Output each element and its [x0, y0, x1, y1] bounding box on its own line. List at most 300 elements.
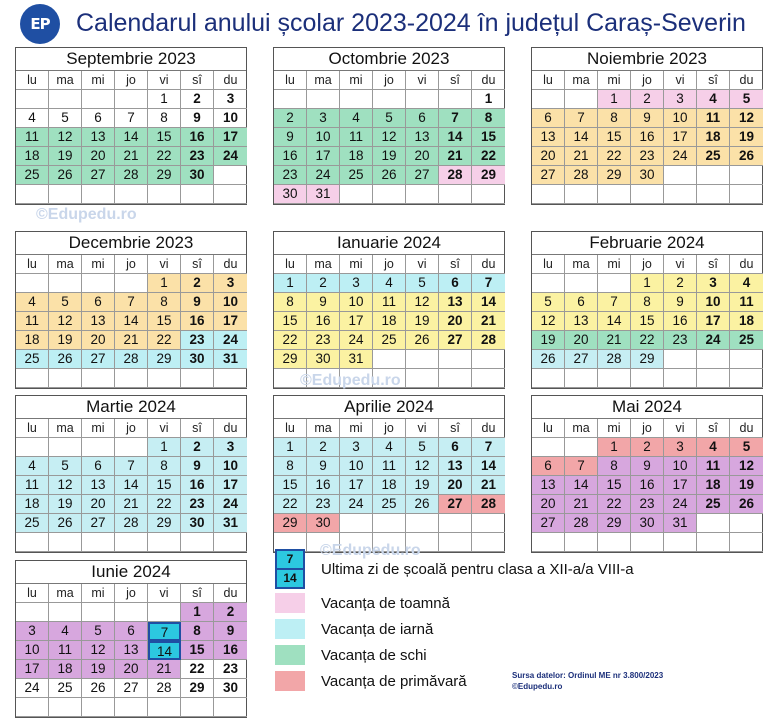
empty-cell	[49, 90, 82, 109]
empty-cell	[664, 369, 697, 388]
day-cell: 11	[697, 457, 730, 476]
day-cell: 14	[598, 312, 631, 331]
day-cell: 29	[148, 350, 181, 369]
day-cell: 9	[631, 457, 664, 476]
day-cell: 23	[307, 331, 340, 350]
legend-last-day-num: 14	[275, 570, 305, 589]
empty-cell	[664, 350, 697, 369]
day-cell: 1	[274, 438, 307, 457]
empty-cell	[532, 90, 565, 109]
day-cell: 6	[406, 109, 439, 128]
day-cell: 12	[532, 312, 565, 331]
month-name: Ianuarie 2024	[274, 232, 504, 255]
empty-cell	[439, 514, 472, 533]
weekday-header: lu	[274, 71, 307, 90]
day-cell: 20	[439, 476, 472, 495]
day-cell: 26	[373, 166, 406, 185]
day-cell: 24	[214, 147, 247, 166]
day-cell: 24	[697, 331, 730, 350]
empty-cell	[598, 274, 631, 293]
empty-cell	[115, 274, 148, 293]
month-calendar	[273, 395, 505, 553]
empty-cell	[373, 514, 406, 533]
weekday-header: jo	[115, 71, 148, 90]
empty-cell	[373, 185, 406, 204]
day-cell: 1	[148, 274, 181, 293]
day-cell: 27	[115, 679, 148, 698]
empty-cell	[532, 274, 565, 293]
weekday-header: du	[472, 255, 505, 274]
day-cell: 23	[214, 660, 247, 679]
day-cell: 26	[406, 495, 439, 514]
day-cell: 29	[274, 350, 307, 369]
day-cell: 11	[16, 476, 49, 495]
weekday-header: sî	[697, 71, 730, 90]
day-cell: 5	[82, 622, 115, 641]
day-cell: 4	[16, 457, 49, 476]
empty-cell	[49, 698, 82, 717]
day-cell: 11	[49, 641, 82, 660]
day-cell: 8	[148, 109, 181, 128]
day-cell: 26	[406, 331, 439, 350]
weekday-header: lu	[274, 419, 307, 438]
day-cell: 11	[697, 109, 730, 128]
day-cell: 31	[214, 350, 247, 369]
day-cell: 3	[697, 274, 730, 293]
empty-cell	[697, 369, 730, 388]
weekday-header: jo	[631, 71, 664, 90]
day-cell: 5	[49, 457, 82, 476]
day-cell: 6	[82, 457, 115, 476]
day-cell: 25	[16, 350, 49, 369]
day-cell: 3	[664, 438, 697, 457]
empty-cell	[49, 185, 82, 204]
day-cell: 10	[214, 293, 247, 312]
day-cell: 17	[664, 476, 697, 495]
day-cell: 9	[664, 293, 697, 312]
day-cell: 3	[340, 274, 373, 293]
weekday-header: ma	[565, 255, 598, 274]
empty-cell	[631, 185, 664, 204]
weekday-header: du	[472, 71, 505, 90]
day-cell: 12	[49, 476, 82, 495]
day-cell: 4	[730, 274, 763, 293]
day-cell: 1	[181, 603, 214, 622]
day-cell: 3	[16, 622, 49, 641]
day-cell: 25	[373, 331, 406, 350]
day-cell: 21	[598, 331, 631, 350]
empty-cell	[16, 698, 49, 717]
legend-primavara-swatch	[275, 671, 305, 691]
weekday-header: du	[730, 419, 763, 438]
empty-cell	[82, 603, 115, 622]
day-cell: 22	[181, 660, 214, 679]
day-cell: 16	[307, 476, 340, 495]
day-cell: 25	[373, 495, 406, 514]
legend-schi	[275, 642, 755, 668]
legend-schi-swatch	[275, 645, 305, 665]
day-cell: 14	[115, 128, 148, 147]
weekday-header: sî	[181, 255, 214, 274]
empty-cell	[16, 438, 49, 457]
day-cell: 17	[664, 128, 697, 147]
month-grid	[532, 255, 762, 388]
day-cell: 15	[472, 128, 505, 147]
day-cell: 1	[631, 274, 664, 293]
day-cell: 8	[274, 457, 307, 476]
empty-cell	[406, 185, 439, 204]
day-cell: 25	[697, 495, 730, 514]
weekday-header: mi	[340, 71, 373, 90]
day-cell: 18	[16, 147, 49, 166]
weekday-header: mi	[82, 71, 115, 90]
day-cell: 20	[532, 495, 565, 514]
legend-toamna-swatch	[275, 593, 305, 613]
empty-cell	[532, 185, 565, 204]
day-cell: 8	[181, 622, 214, 641]
weekday-header: vi	[406, 71, 439, 90]
day-cell: 15	[148, 128, 181, 147]
weekday-header: mi	[82, 419, 115, 438]
day-cell: 30	[214, 679, 247, 698]
day-cell: 20	[565, 331, 598, 350]
day-cell: 14	[115, 476, 148, 495]
empty-cell	[214, 533, 247, 552]
empty-cell	[148, 369, 181, 388]
day-cell: 21	[115, 147, 148, 166]
empty-cell	[598, 185, 631, 204]
page-title: Calendarul anului școlar 2023-2024 în județul Caraș-Severin	[76, 9, 746, 37]
day-cell: 24	[307, 166, 340, 185]
day-cell: 29	[148, 514, 181, 533]
day-cell: 5	[373, 109, 406, 128]
day-cell: 6	[82, 109, 115, 128]
empty-cell	[49, 533, 82, 552]
weekday-header: mi	[340, 255, 373, 274]
day-cell: 28	[565, 166, 598, 185]
day-cell: 27	[532, 514, 565, 533]
legend-last-day	[275, 548, 755, 590]
day-cell: 16	[274, 147, 307, 166]
weekday-header: du	[730, 255, 763, 274]
empty-cell	[406, 514, 439, 533]
empty-cell	[115, 90, 148, 109]
day-cell: 2	[181, 90, 214, 109]
day-cell: 9	[181, 457, 214, 476]
day-cell: 15	[148, 476, 181, 495]
month-name: Iunie 2024	[16, 561, 246, 584]
empty-cell	[697, 185, 730, 204]
day-cell: 4	[49, 622, 82, 641]
day-cell: 17	[340, 312, 373, 331]
month-grid	[274, 255, 504, 388]
empty-cell	[49, 274, 82, 293]
source-note	[512, 670, 663, 692]
empty-cell	[115, 698, 148, 717]
month-name: Decembrie 2023	[16, 232, 246, 255]
empty-cell	[472, 369, 505, 388]
day-cell: 18	[16, 331, 49, 350]
month-name: Octombrie 2023	[274, 48, 504, 71]
day-cell: 9	[307, 293, 340, 312]
day-cell: 22	[148, 331, 181, 350]
month-name: Februarie 2024	[532, 232, 762, 255]
day-cell: 24	[16, 679, 49, 698]
day-cell: 24	[340, 495, 373, 514]
empty-cell	[16, 533, 49, 552]
empty-cell	[565, 185, 598, 204]
day-cell: 20	[532, 147, 565, 166]
day-cell: 11	[373, 293, 406, 312]
legend-toamna	[275, 590, 755, 616]
weekday-header: sî	[181, 71, 214, 90]
day-cell: 2	[631, 90, 664, 109]
day-cell: 29	[472, 166, 505, 185]
day-cell: 28	[565, 514, 598, 533]
empty-cell	[565, 90, 598, 109]
day-cell: 1	[148, 438, 181, 457]
day-cell: 3	[214, 274, 247, 293]
weekday-header: lu	[16, 255, 49, 274]
watermark-text: ©Edupedu.ro	[36, 206, 137, 223]
source-line: Sursa datelor: Ordinul ME nr 3.800/2023	[512, 671, 664, 680]
empty-cell	[115, 369, 148, 388]
weekday-header: mi	[82, 584, 115, 603]
weekday-header: du	[214, 255, 247, 274]
empty-cell	[730, 369, 763, 388]
day-cell: 18	[697, 476, 730, 495]
weekday-header: mi	[340, 419, 373, 438]
day-cell: 31	[214, 514, 247, 533]
day-cell: 18	[16, 495, 49, 514]
day-cell: 20	[82, 495, 115, 514]
day-cell: 3	[307, 109, 340, 128]
day-cell: 28	[598, 350, 631, 369]
day-cell: 3	[214, 438, 247, 457]
source-line: ©Edupedu.ro	[512, 682, 563, 691]
empty-cell	[307, 90, 340, 109]
weekday-header: mi	[598, 71, 631, 90]
day-cell: 1	[274, 274, 307, 293]
day-cell: 11	[340, 128, 373, 147]
day-cell: 18	[49, 660, 82, 679]
header	[18, 4, 768, 44]
day-cell: 21	[565, 495, 598, 514]
day-cell: 23	[181, 495, 214, 514]
day-cell: 9	[181, 109, 214, 128]
day-cell: 13	[82, 128, 115, 147]
day-cell: 13	[565, 312, 598, 331]
day-cell: 23	[664, 331, 697, 350]
day-cell: 7	[115, 109, 148, 128]
day-cell: 2	[631, 438, 664, 457]
weekday-header: vi	[664, 255, 697, 274]
month-calendar	[273, 231, 505, 389]
day-cell: 22	[148, 495, 181, 514]
day-cell: 15	[274, 312, 307, 331]
day-cell: 30	[181, 514, 214, 533]
legend-last-day-label: Ultima zi de școală pentru clasa a XII-a/a VIII-a	[321, 560, 634, 578]
empty-cell	[730, 185, 763, 204]
empty-cell	[181, 533, 214, 552]
day-cell: 23	[631, 495, 664, 514]
day-cell: 21	[439, 147, 472, 166]
month-calendar	[531, 47, 763, 205]
weekday-header: lu	[16, 584, 49, 603]
day-cell: 21	[148, 660, 181, 679]
empty-cell	[373, 350, 406, 369]
logo-text: EP	[30, 15, 50, 33]
weekday-header: lu	[532, 255, 565, 274]
empty-cell	[565, 274, 598, 293]
empty-cell	[82, 533, 115, 552]
day-cell: 15	[631, 312, 664, 331]
day-cell: 20	[406, 147, 439, 166]
day-cell: 25	[340, 166, 373, 185]
weekday-header: lu	[16, 419, 49, 438]
empty-cell	[598, 369, 631, 388]
day-cell: 30	[307, 514, 340, 533]
empty-cell	[181, 698, 214, 717]
day-cell: 19	[49, 495, 82, 514]
day-cell: 3	[340, 438, 373, 457]
day-cell: 2	[307, 438, 340, 457]
day-cell: 10	[664, 457, 697, 476]
day-cell: 26	[82, 679, 115, 698]
day-cell: 7	[115, 457, 148, 476]
day-cell: 19	[730, 128, 763, 147]
day-cell: 5	[406, 438, 439, 457]
empty-cell	[631, 369, 664, 388]
day-cell: 27	[82, 350, 115, 369]
empty-cell	[16, 603, 49, 622]
day-cell: 9	[631, 109, 664, 128]
day-cell: 14	[565, 128, 598, 147]
empty-cell	[340, 514, 373, 533]
day-cell: 18	[373, 476, 406, 495]
weekday-header: jo	[115, 584, 148, 603]
month-calendar	[531, 231, 763, 389]
day-cell: 4	[340, 109, 373, 128]
day-cell: 28	[115, 514, 148, 533]
day-cell: 16	[631, 476, 664, 495]
empty-cell	[148, 185, 181, 204]
empty-cell	[82, 274, 115, 293]
day-cell: 21	[565, 147, 598, 166]
weekday-header: jo	[373, 71, 406, 90]
empty-cell	[16, 369, 49, 388]
day-cell: 29	[181, 679, 214, 698]
weekday-header: ma	[49, 584, 82, 603]
day-cell: 13	[439, 293, 472, 312]
day-cell: 17	[214, 312, 247, 331]
day-cell: 15	[598, 476, 631, 495]
weekday-header: ma	[565, 71, 598, 90]
weekday-header: vi	[148, 584, 181, 603]
day-cell: 2	[181, 274, 214, 293]
empty-cell	[181, 185, 214, 204]
day-cell: 27	[439, 331, 472, 350]
empty-cell	[406, 350, 439, 369]
day-cell: 4	[697, 90, 730, 109]
day-cell: 23	[631, 147, 664, 166]
weekday-header: vi	[406, 419, 439, 438]
empty-cell	[16, 185, 49, 204]
weekday-header: jo	[115, 419, 148, 438]
month-grid	[274, 71, 504, 204]
month-grid	[274, 419, 504, 552]
day-cell: 16	[181, 312, 214, 331]
day-cell: 22	[274, 495, 307, 514]
day-cell: 13	[532, 128, 565, 147]
day-cell: 30	[307, 350, 340, 369]
watermark-text: ©Edupedu.ro	[320, 542, 421, 559]
day-cell: 16	[631, 128, 664, 147]
day-cell: 18	[730, 312, 763, 331]
month-name: Aprilie 2024	[274, 396, 504, 419]
weekday-header: vi	[148, 71, 181, 90]
empty-cell	[16, 90, 49, 109]
day-cell: 29	[598, 166, 631, 185]
weekday-header: sî	[439, 255, 472, 274]
empty-cell	[82, 698, 115, 717]
day-cell: 17	[697, 312, 730, 331]
day-cell: 15	[148, 312, 181, 331]
day-cell: 27	[82, 514, 115, 533]
month-grid	[16, 255, 246, 388]
day-cell: 10	[697, 293, 730, 312]
empty-cell	[49, 603, 82, 622]
empty-cell	[148, 603, 181, 622]
day-cell: 29	[598, 514, 631, 533]
weekday-header: sî	[697, 255, 730, 274]
day-cell: 10	[307, 128, 340, 147]
day-cell: 16	[181, 128, 214, 147]
day-cell: 7	[565, 109, 598, 128]
empty-cell	[148, 533, 181, 552]
day-cell: 20	[82, 147, 115, 166]
day-cell: 29	[274, 514, 307, 533]
legend-primavara-label: Vacanța de primăvară	[321, 672, 467, 690]
day-cell: 27	[565, 350, 598, 369]
day-cell: 8	[472, 109, 505, 128]
day-cell: 7	[115, 293, 148, 312]
day-cell: 6	[439, 274, 472, 293]
day-cell: 18	[373, 312, 406, 331]
empty-cell	[697, 350, 730, 369]
day-cell: 16	[214, 641, 247, 660]
day-cell: 12	[49, 128, 82, 147]
day-cell: 13	[82, 476, 115, 495]
day-cell: 3	[214, 90, 247, 109]
day-cell: 14	[115, 312, 148, 331]
month-calendar	[273, 47, 505, 205]
empty-cell	[16, 274, 49, 293]
weekday-header: sî	[181, 584, 214, 603]
day-cell: 9	[274, 128, 307, 147]
weekday-header: lu	[532, 419, 565, 438]
day-cell: 16	[664, 312, 697, 331]
day-cell: 21	[115, 331, 148, 350]
day-cell: 24	[664, 495, 697, 514]
empty-cell	[115, 533, 148, 552]
empty-cell	[274, 90, 307, 109]
weekday-header: ma	[307, 419, 340, 438]
day-cell: 19	[373, 147, 406, 166]
day-cell: 6	[439, 438, 472, 457]
day-cell: 14	[472, 293, 505, 312]
day-cell: 18	[697, 128, 730, 147]
